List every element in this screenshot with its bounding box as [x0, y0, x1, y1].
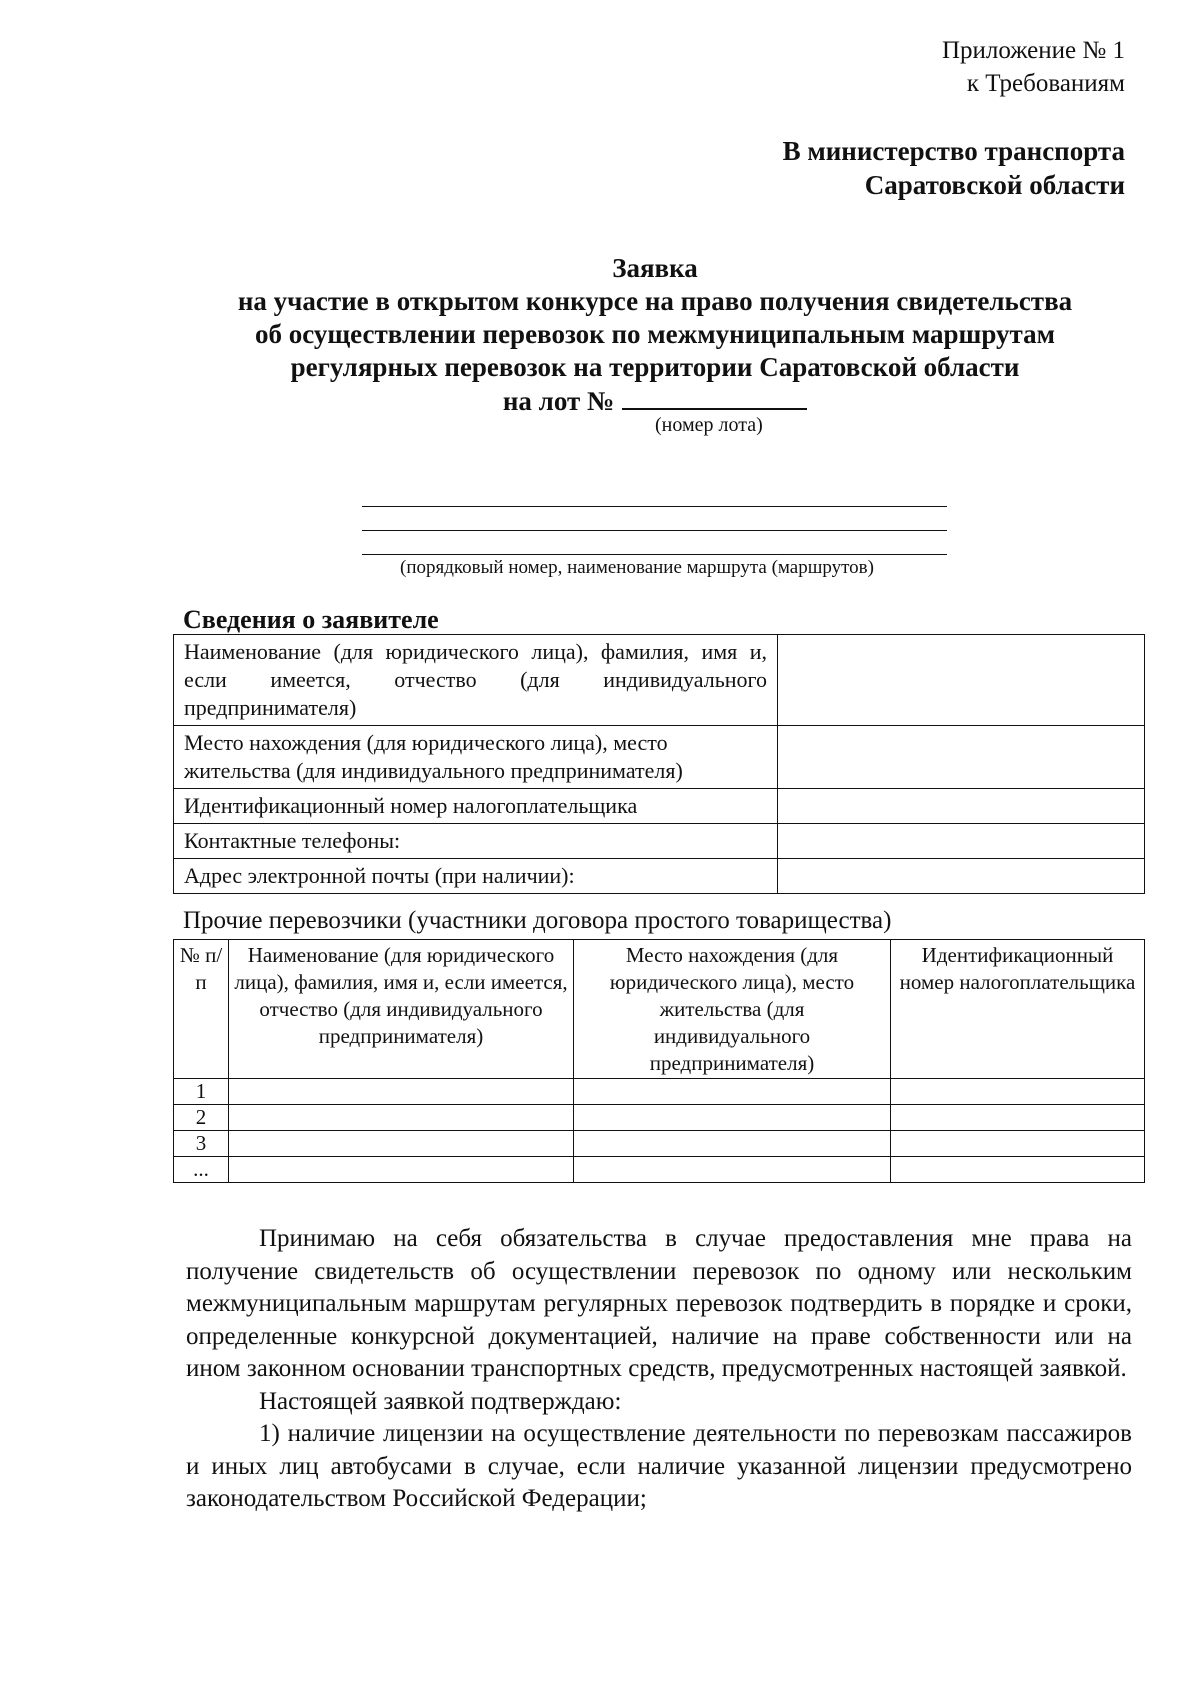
obligation-paragraph: Принимаю на себя обязательства в случае предоставления мне права на получение свидетельств об осуществлении перевозок по одному или нескольким межмуниципальным маршрутам регулярных перевозок подтвердить в порядке и сроки, определенные конкурсной документацией, наличие на праве собственности или на ином законном основании транспортных средств, предусмотренных настоящей заявкой.: [186, 1225, 1132, 1382]
carrier-name-cell[interactable]: [229, 1131, 574, 1157]
applicant-inn-value[interactable]: [778, 789, 1145, 824]
applicant-section-title: Сведения о заявителе: [183, 605, 439, 634]
carriers-table: [173, 939, 1145, 1183]
appendix-header: [942, 34, 1125, 100]
applicant-phones-value[interactable]: [778, 824, 1145, 859]
applicant-name-label: Наименование (для юридического лица), фамилия, имя и, если имеется, отчество (для индивидуального предпринимателя): [174, 635, 778, 726]
table-row: [174, 1131, 1145, 1157]
applicant-table: [173, 634, 1145, 894]
route-field-line-2[interactable]: [362, 530, 947, 531]
applicant-address-label: Место нахождения (для юридического лица), место жительства (для индивидуального предпринимателя): [174, 726, 778, 789]
carrier-inn-cell[interactable]: [891, 1079, 1145, 1105]
table-row: [174, 824, 1145, 859]
lot-number-hint: (номер лота): [655, 414, 763, 436]
route-field-line-3[interactable]: [362, 554, 947, 555]
applicant-email-label: Адрес электронной почты (при наличии):: [174, 859, 778, 894]
table-row: [174, 1157, 1145, 1183]
confirmation-item-1: 1) наличие лицензии на осуществление деятельности по перевозкам пассажиров и иных лиц автобусами в случае, если наличие указанной лицензии предусмотрено законодательством Российской Федерации;: [186, 1420, 1132, 1512]
applicant-name-value[interactable]: [778, 635, 1145, 726]
carriers-section-title: Прочие перевозчики (участники договора простого товарищества): [183, 907, 892, 934]
row-number: 2: [174, 1105, 229, 1131]
table-row: [174, 789, 1145, 824]
table-row: [174, 635, 1145, 726]
col-number-header: № п/п: [174, 940, 229, 1079]
carrier-address-cell[interactable]: [574, 1105, 891, 1131]
row-number: 3: [174, 1131, 229, 1157]
applicant-inn-label: Идентификационный номер налогоплательщика: [174, 789, 778, 824]
col-inn-header: Идентификационный номер налогоплательщика: [891, 940, 1145, 1079]
title-line-2: на участие в открытом конкурсе на право получения свидетельства: [237, 286, 1073, 316]
carrier-inn-cell[interactable]: [891, 1131, 1145, 1157]
col-address-header: Место нахождения (для юридического лица), место жительства (для индивидуального предпринимателя): [574, 940, 891, 1079]
applicant-address-value[interactable]: [778, 726, 1145, 789]
row-number: 1: [174, 1079, 229, 1105]
route-field-line-1[interactable]: [362, 506, 947, 507]
applicant-phones-label: Контактные телефоны:: [174, 824, 778, 859]
addressee-block: [783, 134, 1125, 202]
table-row: [174, 1079, 1145, 1105]
table-row: [174, 859, 1145, 894]
applicant-email-value[interactable]: [778, 859, 1145, 894]
carrier-inn-cell[interactable]: [891, 1105, 1145, 1131]
carrier-inn-cell[interactable]: [891, 1157, 1145, 1183]
title-line-1: Заявка: [612, 253, 698, 283]
carrier-name-cell[interactable]: [229, 1157, 574, 1183]
carrier-address-cell[interactable]: [574, 1157, 891, 1183]
col-name-header: Наименование (для юридического лица), фамилия, имя и, если имеется, отчество (для индивидуального предпринимателя): [229, 940, 574, 1079]
carrier-name-cell[interactable]: [229, 1079, 574, 1105]
table-header-row: [174, 940, 1145, 1079]
row-number: ...: [174, 1157, 229, 1183]
lot-line-row: [0, 384, 1200, 418]
title-line-3: об осуществлении перевозок по межмуниципальным маршрутам: [255, 319, 1055, 349]
lot-number-field[interactable]: [622, 384, 807, 410]
carrier-address-cell[interactable]: [574, 1131, 891, 1157]
appendix-reference: к Требованиям: [966, 70, 1125, 97]
title-line-4: регулярных перевозок на территории Саратовской области: [290, 352, 1020, 382]
document-title: [0, 252, 1200, 418]
table-row: [174, 1105, 1145, 1131]
lot-label: на лот №: [502, 386, 615, 416]
carrier-name-cell[interactable]: [229, 1105, 574, 1131]
table-row: [174, 726, 1145, 789]
confirmation-intro: Настоящей заявкой подтверждаю:: [259, 1387, 622, 1415]
route-hint: (порядковый номер, наименование маршрута (маршрутов): [400, 557, 874, 578]
obligations-text: [186, 1223, 1132, 1516]
appendix-number: Приложение № 1: [941, 37, 1125, 64]
carrier-address-cell[interactable]: [574, 1079, 891, 1105]
addressee-line-2: Саратовской области: [864, 170, 1125, 200]
addressee-line-1: В министерство транспорта: [782, 136, 1125, 166]
